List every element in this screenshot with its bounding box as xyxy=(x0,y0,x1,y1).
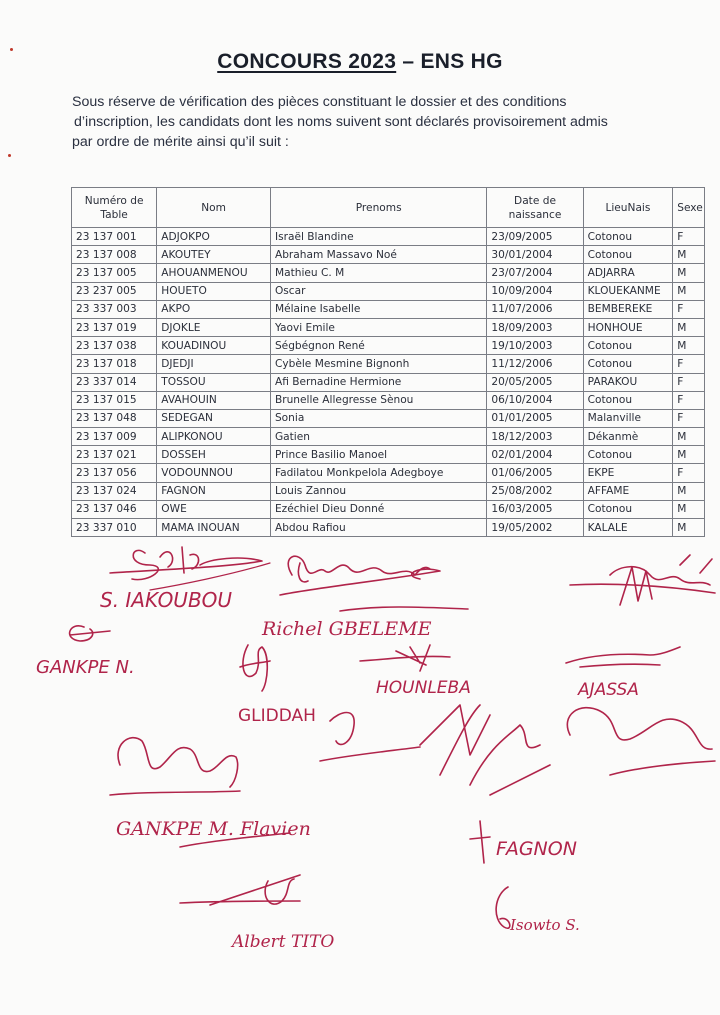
intro-line: Sous réserve de vérification des pièces constituant le dossier et des conditions xyxy=(72,94,567,110)
cell-lieu: KLOUEKANME xyxy=(583,282,673,300)
cell-nom: OWE xyxy=(157,500,271,518)
cell-sexe: M xyxy=(673,264,705,282)
cell-prenoms: Israël Blandine xyxy=(270,228,486,246)
header-num: Numéro de Table xyxy=(72,188,157,228)
cell-date: 25/08/2002 xyxy=(487,482,583,500)
table-row xyxy=(72,482,705,500)
signature xyxy=(496,887,580,934)
signature xyxy=(261,607,468,640)
cell-prenoms: Prince Basilio Manoel xyxy=(270,446,486,464)
cell-num: 23 137 048 xyxy=(72,409,157,427)
table-row xyxy=(72,464,705,482)
cell-sexe: F xyxy=(673,355,705,373)
table-row xyxy=(72,228,705,246)
cell-nom: ADJOKPO xyxy=(157,228,271,246)
table-row xyxy=(72,409,705,427)
cell-date: 30/01/2004 xyxy=(487,246,583,264)
signature xyxy=(36,626,135,678)
cell-nom: DJOKLE xyxy=(157,318,271,336)
cell-num: 23 137 046 xyxy=(72,500,157,518)
cell-lieu: EKPE xyxy=(583,464,673,482)
cell-sexe: M xyxy=(673,500,705,518)
table-header-row xyxy=(72,188,705,228)
title-year: CONCOURS 2023 xyxy=(217,50,397,73)
cell-date: 11/07/2006 xyxy=(487,300,583,318)
cell-prenoms: Louis Zannou xyxy=(270,482,486,500)
intro-line: d’inscription, les candidats dont les noms suivent sont déclarés provisoirement admis xyxy=(74,114,608,130)
cell-num: 23 137 008 xyxy=(72,246,157,264)
table-row xyxy=(72,391,705,409)
cell-prenoms: Ezéchiel Dieu Donné xyxy=(270,500,486,518)
signature xyxy=(360,645,471,698)
cell-sexe: M xyxy=(673,318,705,336)
table-row xyxy=(72,300,705,318)
header-lieu: LieuNais xyxy=(583,188,673,228)
signature xyxy=(238,645,316,726)
intro-line: par ordre de mérite ainsi qu’il suit : xyxy=(72,134,289,150)
cell-num: 23 337 014 xyxy=(72,373,157,391)
signature xyxy=(566,647,680,700)
cell-lieu: Malanville xyxy=(583,409,673,427)
cell-num: 23 137 038 xyxy=(72,337,157,355)
cell-nom: KOUADINOU xyxy=(157,337,271,355)
cell-sexe: F xyxy=(673,373,705,391)
cell-prenoms: Fadilatou Monkpelola Adegboye xyxy=(270,464,486,482)
margin-mark xyxy=(8,154,11,157)
signature xyxy=(116,818,311,847)
table-row xyxy=(72,355,705,373)
cell-num: 23 137 019 xyxy=(72,318,157,336)
cell-num: 23 337 003 xyxy=(72,300,157,318)
intro-paragraph xyxy=(72,92,672,152)
cell-sexe: M xyxy=(673,446,705,464)
cell-date: 16/03/2005 xyxy=(487,500,583,518)
cell-nom: DJEDJI xyxy=(157,355,271,373)
cell-sexe: M xyxy=(673,282,705,300)
signature xyxy=(280,556,440,595)
cell-prenoms: Gatien xyxy=(270,428,486,446)
signature xyxy=(570,555,715,605)
cell-prenoms: Afi Bernadine Hermione xyxy=(270,373,486,391)
cell-date: 23/07/2004 xyxy=(487,264,583,282)
cell-nom: AVAHOUIN xyxy=(157,391,271,409)
cell-lieu: ADJARRA xyxy=(583,264,673,282)
signature-name: FAGNON xyxy=(496,838,577,860)
header-sexe: Sexe xyxy=(673,188,705,228)
signature-name: Isowto S. xyxy=(510,916,580,934)
cell-nom: HOUETO xyxy=(157,282,271,300)
cell-num: 23 137 021 xyxy=(72,446,157,464)
cell-nom: ALIPKONOU xyxy=(157,428,271,446)
table-row xyxy=(72,519,705,537)
cell-nom: AHOUANMENOU xyxy=(157,264,271,282)
cell-nom: SEDEGAN xyxy=(157,409,271,427)
cell-date: 19/05/2002 xyxy=(487,519,583,537)
table-row xyxy=(72,446,705,464)
table-row xyxy=(72,282,705,300)
signatures-area xyxy=(0,535,720,1005)
cell-num: 23 137 056 xyxy=(72,464,157,482)
cell-nom: MAMA INOUAN xyxy=(157,519,271,537)
signature xyxy=(110,738,240,795)
cell-nom: TOSSOU xyxy=(157,373,271,391)
cell-lieu: PARAKOU xyxy=(583,373,673,391)
cell-date: 20/05/2005 xyxy=(487,373,583,391)
cell-sexe: M xyxy=(673,519,705,537)
header-nom: Nom xyxy=(157,188,271,228)
cell-lieu: KALALE xyxy=(583,519,673,537)
cell-nom: AKOUTEY xyxy=(157,246,271,264)
signature xyxy=(180,875,334,952)
cell-lieu: Cotonou xyxy=(583,446,673,464)
cell-date: 01/06/2005 xyxy=(487,464,583,482)
cell-num: 23 137 009 xyxy=(72,428,157,446)
cell-prenoms: Brunelle Allegresse Sènou xyxy=(270,391,486,409)
signature-name: Richel GBELEME xyxy=(262,618,432,640)
signature xyxy=(320,705,550,795)
cell-lieu: Cotonou xyxy=(583,391,673,409)
signature-name: GANKPE M. Flavien xyxy=(116,818,311,840)
cell-lieu: Cotonou xyxy=(583,355,673,373)
signature-name: GANKPE N. xyxy=(36,657,135,678)
cell-num: 23 137 005 xyxy=(72,264,157,282)
cell-lieu: HONHOUE xyxy=(583,318,673,336)
cell-num: 23 137 001 xyxy=(72,228,157,246)
cell-date: 06/10/2004 xyxy=(487,391,583,409)
cell-lieu: Cotonou xyxy=(583,228,673,246)
cell-prenoms: Cybèle Mesmine Bignonh xyxy=(270,355,486,373)
cell-prenoms: Oscar xyxy=(270,282,486,300)
cell-num: 23 137 015 xyxy=(72,391,157,409)
cell-date: 18/12/2003 xyxy=(487,428,583,446)
cell-prenoms: Mathieu C. M xyxy=(270,264,486,282)
cell-num: 23 237 005 xyxy=(72,282,157,300)
cell-lieu: AFFAME xyxy=(583,482,673,500)
cell-date: 19/10/2003 xyxy=(487,337,583,355)
table-row xyxy=(72,428,705,446)
signature-name: AJASSA xyxy=(578,680,639,700)
cell-lieu: Cotonou xyxy=(583,500,673,518)
cell-prenoms: Yaovi Emile xyxy=(270,318,486,336)
cell-date: 01/01/2005 xyxy=(487,409,583,427)
cell-nom: AKPO xyxy=(157,300,271,318)
cell-sexe: F xyxy=(673,409,705,427)
cell-prenoms: Mélaine Isabelle xyxy=(270,300,486,318)
cell-lieu: Cotonou xyxy=(583,337,673,355)
cell-date: 18/09/2003 xyxy=(487,318,583,336)
cell-date: 23/09/2005 xyxy=(487,228,583,246)
table-row xyxy=(72,373,705,391)
cell-sexe: M xyxy=(673,428,705,446)
cell-lieu: Dékanmè xyxy=(583,428,673,446)
cell-date: 10/09/2004 xyxy=(487,282,583,300)
table-row xyxy=(72,264,705,282)
cell-lieu: Cotonou xyxy=(583,246,673,264)
results-table xyxy=(71,187,705,537)
header-date: Date de naissance xyxy=(487,188,583,228)
cell-sexe: M xyxy=(673,482,705,500)
cell-sexe: F xyxy=(673,464,705,482)
cell-prenoms: Ségbégnon René xyxy=(270,337,486,355)
signature-name: GLIDDAH xyxy=(238,706,316,726)
cell-prenoms: Abraham Massavo Noé xyxy=(270,246,486,264)
cell-nom: VODOUNNOU xyxy=(157,464,271,482)
cell-nom: FAGNON xyxy=(157,482,271,500)
cell-num: 23 137 024 xyxy=(72,482,157,500)
signature xyxy=(100,547,270,612)
cell-sexe: F xyxy=(673,300,705,318)
header-prenoms: Prenoms xyxy=(270,188,486,228)
cell-sexe: F xyxy=(673,391,705,409)
table-row xyxy=(72,318,705,336)
signature-name: Albert TITO xyxy=(232,932,335,952)
page-title xyxy=(0,50,720,74)
cell-nom: DOSSEH xyxy=(157,446,271,464)
signature-name: S. IAKOUBOU xyxy=(100,588,233,612)
cell-date: 02/01/2004 xyxy=(487,446,583,464)
cell-num: 23 337 010 xyxy=(72,519,157,537)
table-row xyxy=(72,337,705,355)
cell-num: 23 137 018 xyxy=(72,355,157,373)
cell-lieu: BEMBEREKE xyxy=(583,300,673,318)
cell-prenoms: Sonia xyxy=(270,409,486,427)
cell-sexe: M xyxy=(673,246,705,264)
cell-prenoms: Abdou Rafiou xyxy=(270,519,486,537)
table-row xyxy=(72,500,705,518)
cell-date: 11/12/2006 xyxy=(487,355,583,373)
signature xyxy=(470,821,577,863)
signature xyxy=(567,708,715,775)
table-row xyxy=(72,246,705,264)
title-school: – ENS HG xyxy=(396,50,503,73)
cell-sexe: M xyxy=(673,337,705,355)
cell-sexe: F xyxy=(673,228,705,246)
signature-name: HOUNLEBA xyxy=(376,678,471,698)
